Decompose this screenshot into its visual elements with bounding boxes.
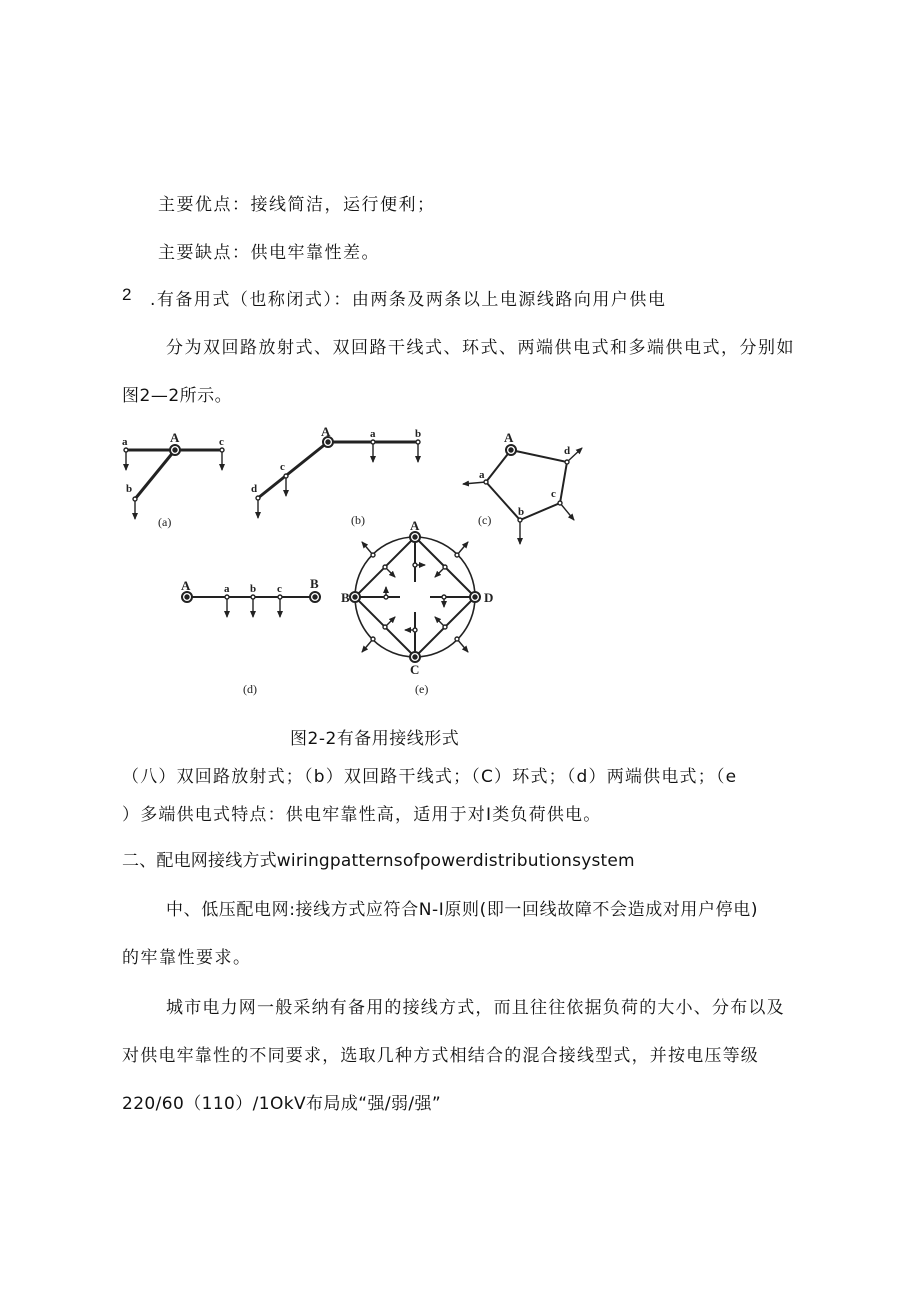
label-e-B: B xyxy=(341,590,350,605)
label-e-C: C xyxy=(410,662,420,677)
caption-c: (c) xyxy=(478,513,492,527)
label-d-c: c xyxy=(277,583,282,595)
caption-e: (e) xyxy=(415,682,429,696)
wiring-diagram-figure xyxy=(110,420,571,705)
label-c-b: b xyxy=(518,506,525,518)
caption-b: (b) xyxy=(351,513,365,527)
section-2-figure-ref: 图2—2所示。 xyxy=(122,386,233,406)
disadvantages-line: 主要缺点：供电牢靠性差。 xyxy=(158,243,380,263)
label-a-A: A xyxy=(170,430,180,445)
caption-d: (d) xyxy=(243,682,257,696)
urban-grid-line-1: 城市电力网一般采纳有备用的接线方式，而且往往依据负荷的大小、分布以及 xyxy=(166,998,785,1018)
label-a-a: a xyxy=(122,436,128,448)
label-d-b: b xyxy=(250,583,257,595)
label-b-a: a xyxy=(370,428,376,440)
label-a-b: b xyxy=(126,483,133,495)
label-b-d: d xyxy=(251,483,258,495)
caption-a: (a) xyxy=(158,515,172,529)
label-e-A: A xyxy=(410,518,420,533)
mid-low-voltage-line-1: 中、低压配电网:接线方式应符合N-I原则(即一回线故障不会造成对用户停电) xyxy=(166,900,759,920)
label-d-B: B xyxy=(310,576,319,591)
label-c-a: a xyxy=(479,469,485,481)
section-2-number: 2 xyxy=(122,285,132,304)
mid-low-voltage-line-2: 的牢靠性要求。 xyxy=(122,948,252,968)
diagram-d-two-end xyxy=(182,592,320,617)
figure-legend-line-2: ）多端供电式特点：供电牢靠性高，适用于对I类负荷供电。 xyxy=(122,805,602,825)
figure-caption: 图2-2有备用接线形式 xyxy=(290,729,460,749)
label-b-b: b xyxy=(415,428,422,440)
section-2-description: 分为双回路放射式、双回路干线式、环式、两端供电式和多端供电式，分别如 xyxy=(166,338,795,358)
label-d-A: A xyxy=(181,578,191,593)
diagram-b-trunk xyxy=(256,437,420,518)
label-d-a: a xyxy=(224,583,230,595)
urban-grid-line-3: 220/60（110）/1OkV布局成“强/弱/强” xyxy=(122,1094,442,1114)
diagram-e-multi-end xyxy=(350,532,480,662)
advantages-line: 主要优点：接线简洁，运行便利； xyxy=(158,195,436,215)
diagram-c-ring xyxy=(463,445,582,544)
label-c-A: A xyxy=(504,430,514,445)
urban-grid-line-2: 对供电牢靠性的不同要求，选取几种方式相结合的混合接线型式，并按电压等级 xyxy=(122,1046,759,1066)
section-2-heading: .有备用式（也称闭式）：由两条及两条以上电源线路向用户供电 xyxy=(150,290,667,310)
label-c-c: c xyxy=(551,488,556,500)
label-a-c: c xyxy=(219,436,224,448)
label-e-D: D xyxy=(484,590,494,605)
section-heading-wiring-patterns: 二、配电网接线方式wiringpatternsofpowerdistributionsystem xyxy=(122,851,635,871)
label-c-d: d xyxy=(564,445,571,457)
figure-legend-line-1: （八）双回路放射式；（b）双回路干线式；（C）环式；（d）两端供电式；（e xyxy=(122,767,738,787)
label-b-c: c xyxy=(280,461,285,473)
diagram-a-radial xyxy=(124,445,224,519)
label-b-A: A xyxy=(321,424,331,439)
